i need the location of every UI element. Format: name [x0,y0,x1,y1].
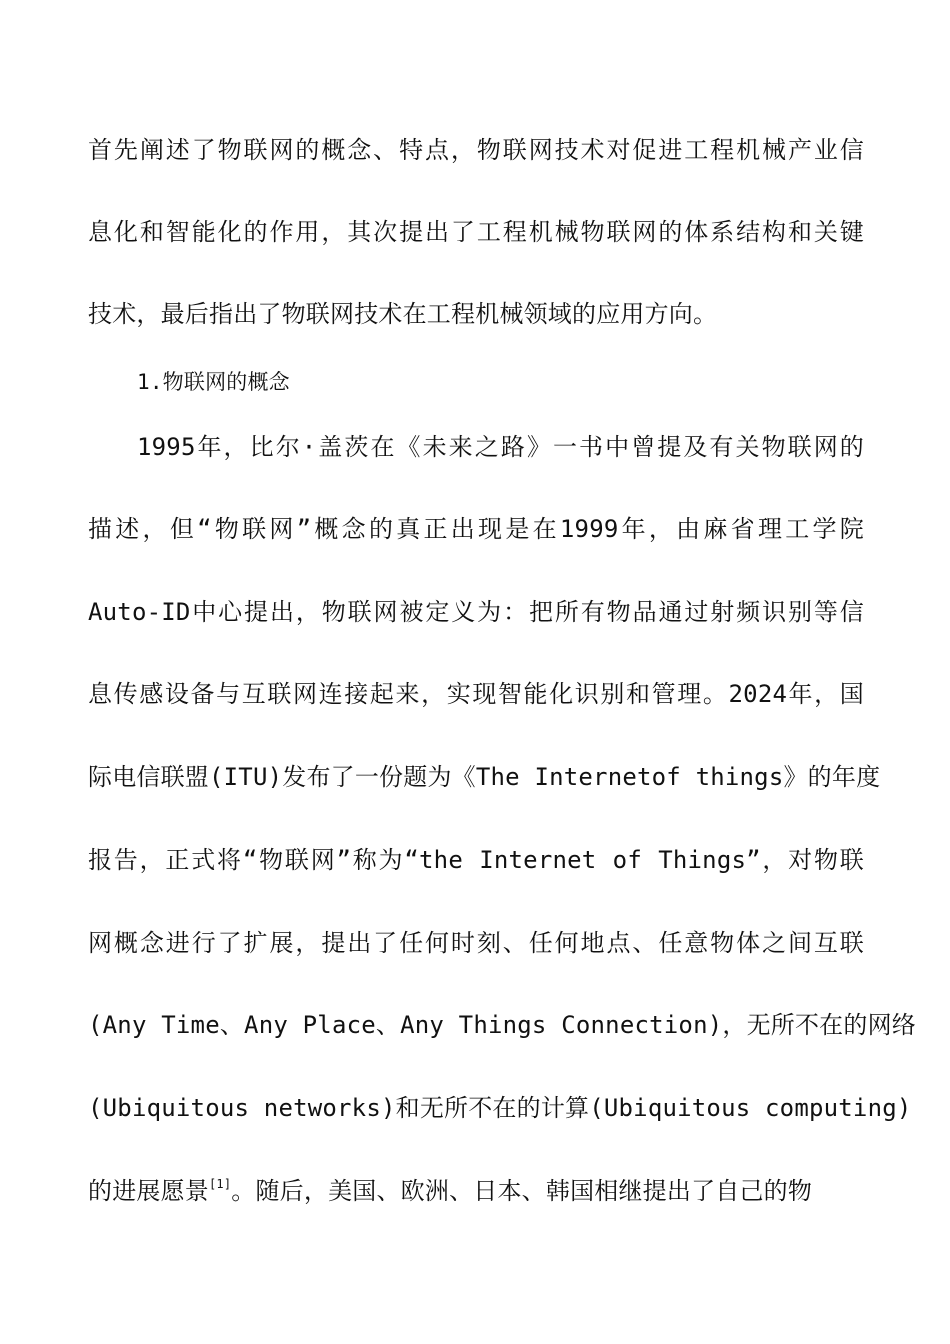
paragraph-1-line-2: 息化和智能化的作用，其次提出了工程机械物联网的体系结构和关键 [88,218,864,246]
paragraph-2-line-3: Auto-ID中心提出，物联网被定义为：把所有物品通过射频识别等信 [88,598,864,626]
paragraph-2-line-5: 际电信联盟(ITU)发布了一份题为《The Internetof things》的年度 [88,763,881,791]
paragraph-2-line-1: 1995年，比尔·盖茨在《未来之路》一书中曾提及有关物联网的 [137,433,864,461]
paragraph-2-line-8: (Any Time、Any Place、Any Things Connection)，无所不在的网络 [88,1011,916,1039]
section-heading: 1.物联网的概念 [137,370,290,394]
paragraph-2-line-4: 息传感设备与互联网连接起来，实现智能化识别和管理。2024年，国 [88,680,864,708]
reference-mark[interactable]: [1] [209,1177,232,1191]
line-text-before-reference: 的进展愿景 [88,1177,209,1205]
paragraph-2-line-7: 网概念进行了扩展，提出了任何时刻、任何地点、任意物体之间互联 [88,929,864,957]
paragraph-2-line-2: 描述，但“物联网”概念的真正出现是在1999年，由麻省理工学院 [88,515,864,543]
paragraph-1-line-3: 技术，最后指出了物联网技术在工程机械领域的应用方向。 [88,300,718,328]
paragraph-1-line-1: 首先阐述了物联网的概念、特点，物联网技术对促进工程机械产业信 [88,136,864,164]
paragraph-2-line-9: (Ubiquitous networks)和无所不在的计算(Ubiquitous computing) [88,1094,912,1122]
paragraph-2-line-6: 报告，正式将“物联网”称为“the Internet of Things”，对物联 [88,846,864,874]
line-text-after-reference: 。随后，美国、欧洲、日本、韩国相继提出了自己的物 [231,1177,813,1205]
paragraph-2-line-10 [88,1175,864,1207]
